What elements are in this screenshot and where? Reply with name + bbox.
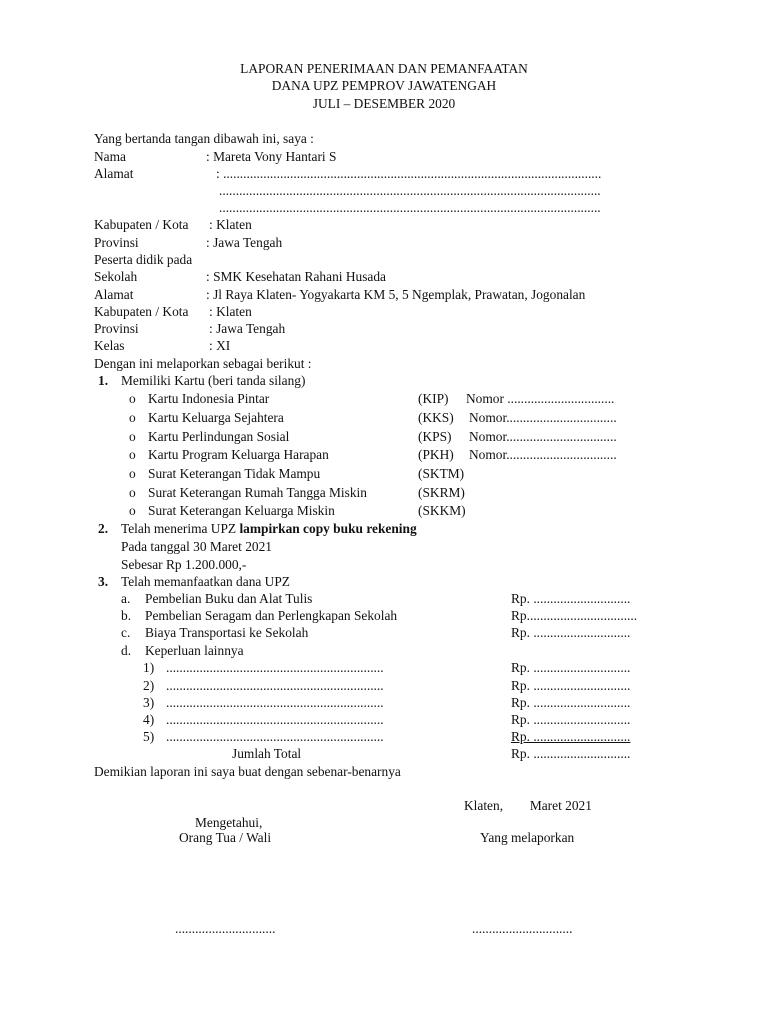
school-alamat-label: Alamat <box>94 287 134 302</box>
kabupaten-label: Kabupaten / Kota <box>94 217 189 232</box>
usage-label: Pembelian Seragam dan Perlengkapan Sekolah <box>145 608 398 623</box>
other-amount: Rp. ............................. <box>511 678 631 693</box>
left-signatory-title: Orang Tua / Wali <box>179 830 272 845</box>
card-bullet: o <box>129 429 136 444</box>
usage-amount: Rp................................. <box>511 608 638 623</box>
other-num: 3) <box>143 695 155 710</box>
place-date: Klaten, Maret 2021 <box>464 798 592 813</box>
sekolah-label: Sekolah <box>94 269 138 284</box>
kelas-value: : XI <box>209 338 231 353</box>
other-dots: ................................................................. <box>166 678 384 693</box>
title-line-3: JULI – DESEMBER 2020 <box>312 96 456 111</box>
card-name: Kartu Perlindungan Sosial <box>148 429 290 444</box>
kelas-label: Kelas <box>94 338 125 353</box>
school-provinsi-value: : Jawa Tengah <box>209 321 286 336</box>
card-code: (KIP) <box>418 391 449 406</box>
right-signature-line: .............................. <box>472 921 573 936</box>
card-code: (KPS) <box>418 429 452 444</box>
total-amount: Rp. ............................. <box>511 746 631 761</box>
report-intro: Dengan ini melaporkan sebagai berikut : <box>94 356 312 371</box>
other-dots: ................................................................. <box>166 695 384 710</box>
alamat-line-3: .................................................................................................................. <box>219 200 601 215</box>
other-amount: Rp. ............................. <box>511 729 631 744</box>
card-code: (KKS) <box>418 410 454 425</box>
card-nomor: Nomor ................................ <box>466 391 615 406</box>
usage-amount: Rp. ............................. <box>511 625 631 640</box>
card-name: Surat Keterangan Rumah Tangga Miskin <box>148 485 367 500</box>
school-alamat-value: : Jl Raya Klaten- Yogyakarta KM 5, 5 Ngemplak, Prawatan, Jogonalan <box>206 287 586 302</box>
provinsi-value: : Jawa Tengah <box>206 235 283 250</box>
other-dots: ................................................................. <box>166 712 384 727</box>
right-signatory-title: Yang melaporkan <box>480 830 575 845</box>
other-amount: Rp. ............................. <box>511 695 631 710</box>
card-name: Kartu Indonesia Pintar <box>148 391 270 406</box>
card-bullet: o <box>129 410 136 425</box>
left-signature-line: .............................. <box>175 921 276 936</box>
usage-label: Biaya Transportasi ke Sekolah <box>145 625 309 640</box>
other-num: 5) <box>143 729 155 744</box>
usage-label: Pembelian Buku dan Alat Tulis <box>145 591 313 606</box>
card-code: (SKTM) <box>418 466 465 481</box>
usage-letter: a. <box>121 591 131 606</box>
card-bullet: o <box>129 447 136 462</box>
other-num: 2) <box>143 678 155 693</box>
section-3-number: 3. <box>98 574 109 589</box>
section-2-heading-plain: Telah menerima UPZ <box>121 521 240 536</box>
usage-amount: Rp. ............................. <box>511 591 631 606</box>
other-amount: Rp. ............................. <box>511 660 631 675</box>
alamat-line-1: : ................................................................................................................. <box>216 166 602 181</box>
card-code: (PKH) <box>418 447 454 462</box>
closing-text: Demikian laporan ini saya buat dengan sebenar-benarnya <box>94 764 401 779</box>
alamat-line-2: .................................................................................................................. <box>219 183 601 198</box>
card-bullet: o <box>129 391 136 406</box>
usage-letter: c. <box>121 625 131 640</box>
kabupaten-value: : Klaten <box>209 217 252 232</box>
section-2-heading <box>121 520 417 537</box>
usage-label: Keperluan lainnya <box>145 643 244 658</box>
card-name: Kartu Program Keluarga Harapan <box>148 447 329 462</box>
nama-value: : Mareta Vony Hantari S <box>206 149 337 164</box>
section-1-number: 1. <box>98 373 109 388</box>
card-nomor: Nomor................................. <box>469 429 617 444</box>
section-2-sebesar: Sebesar Rp 1.200.000,- <box>121 557 247 572</box>
mengetahui: Mengetahui, <box>195 815 263 830</box>
section-1-heading: Memiliki Kartu (beri tanda silang) <box>121 373 306 388</box>
other-dots: ................................................................. <box>166 729 384 744</box>
card-name: Surat Keterangan Keluarga Miskin <box>148 503 335 518</box>
nama-label: Nama <box>94 149 126 164</box>
card-name: Surat Keterangan Tidak Mampu <box>148 466 321 481</box>
card-code: (SKKM) <box>418 503 466 518</box>
school-kabupaten-label: Kabupaten / Kota <box>94 304 189 319</box>
section-2-number: 2. <box>98 521 109 536</box>
section-3-heading: Telah memanfaatkan dana UPZ <box>121 574 290 589</box>
school-kabupaten-value: : Klaten <box>209 304 252 319</box>
total-label: Jumlah Total <box>232 746 302 761</box>
alamat-label: Alamat <box>94 166 134 181</box>
sekolah-value: : SMK Kesehatan Rahani Husada <box>206 269 386 284</box>
card-nomor: Nomor................................. <box>469 447 617 462</box>
other-num: 4) <box>143 712 155 727</box>
other-amount: Rp. ............................. <box>511 712 631 727</box>
card-bullet: o <box>129 503 136 518</box>
intro-text: Yang bertanda tangan dibawah ini, saya : <box>94 131 314 146</box>
title-line-2: DANA UPZ PEMPROV JAWATENGAH <box>271 78 497 93</box>
provinsi-label: Provinsi <box>94 235 139 250</box>
card-bullet: o <box>129 466 136 481</box>
usage-letter: d. <box>121 643 132 658</box>
section-2-tanggal: Pada tanggal 30 Maret 2021 <box>121 539 272 554</box>
usage-letter: b. <box>121 608 132 623</box>
card-nomor: Nomor................................. <box>469 410 617 425</box>
section-2-heading-bold: lampirkan copy buku rekening <box>239 521 417 536</box>
peserta-heading: Peserta didik pada <box>94 252 193 267</box>
card-code: (SKRM) <box>418 485 465 500</box>
other-num: 1) <box>143 660 155 675</box>
card-bullet: o <box>129 485 136 500</box>
school-provinsi-label: Provinsi <box>94 321 139 336</box>
title-line-1: LAPORAN PENERIMAAN DAN PEMANFAATAN <box>240 61 528 76</box>
other-dots: ................................................................. <box>166 660 384 675</box>
card-name: Kartu Keluarga Sejahtera <box>148 410 284 425</box>
